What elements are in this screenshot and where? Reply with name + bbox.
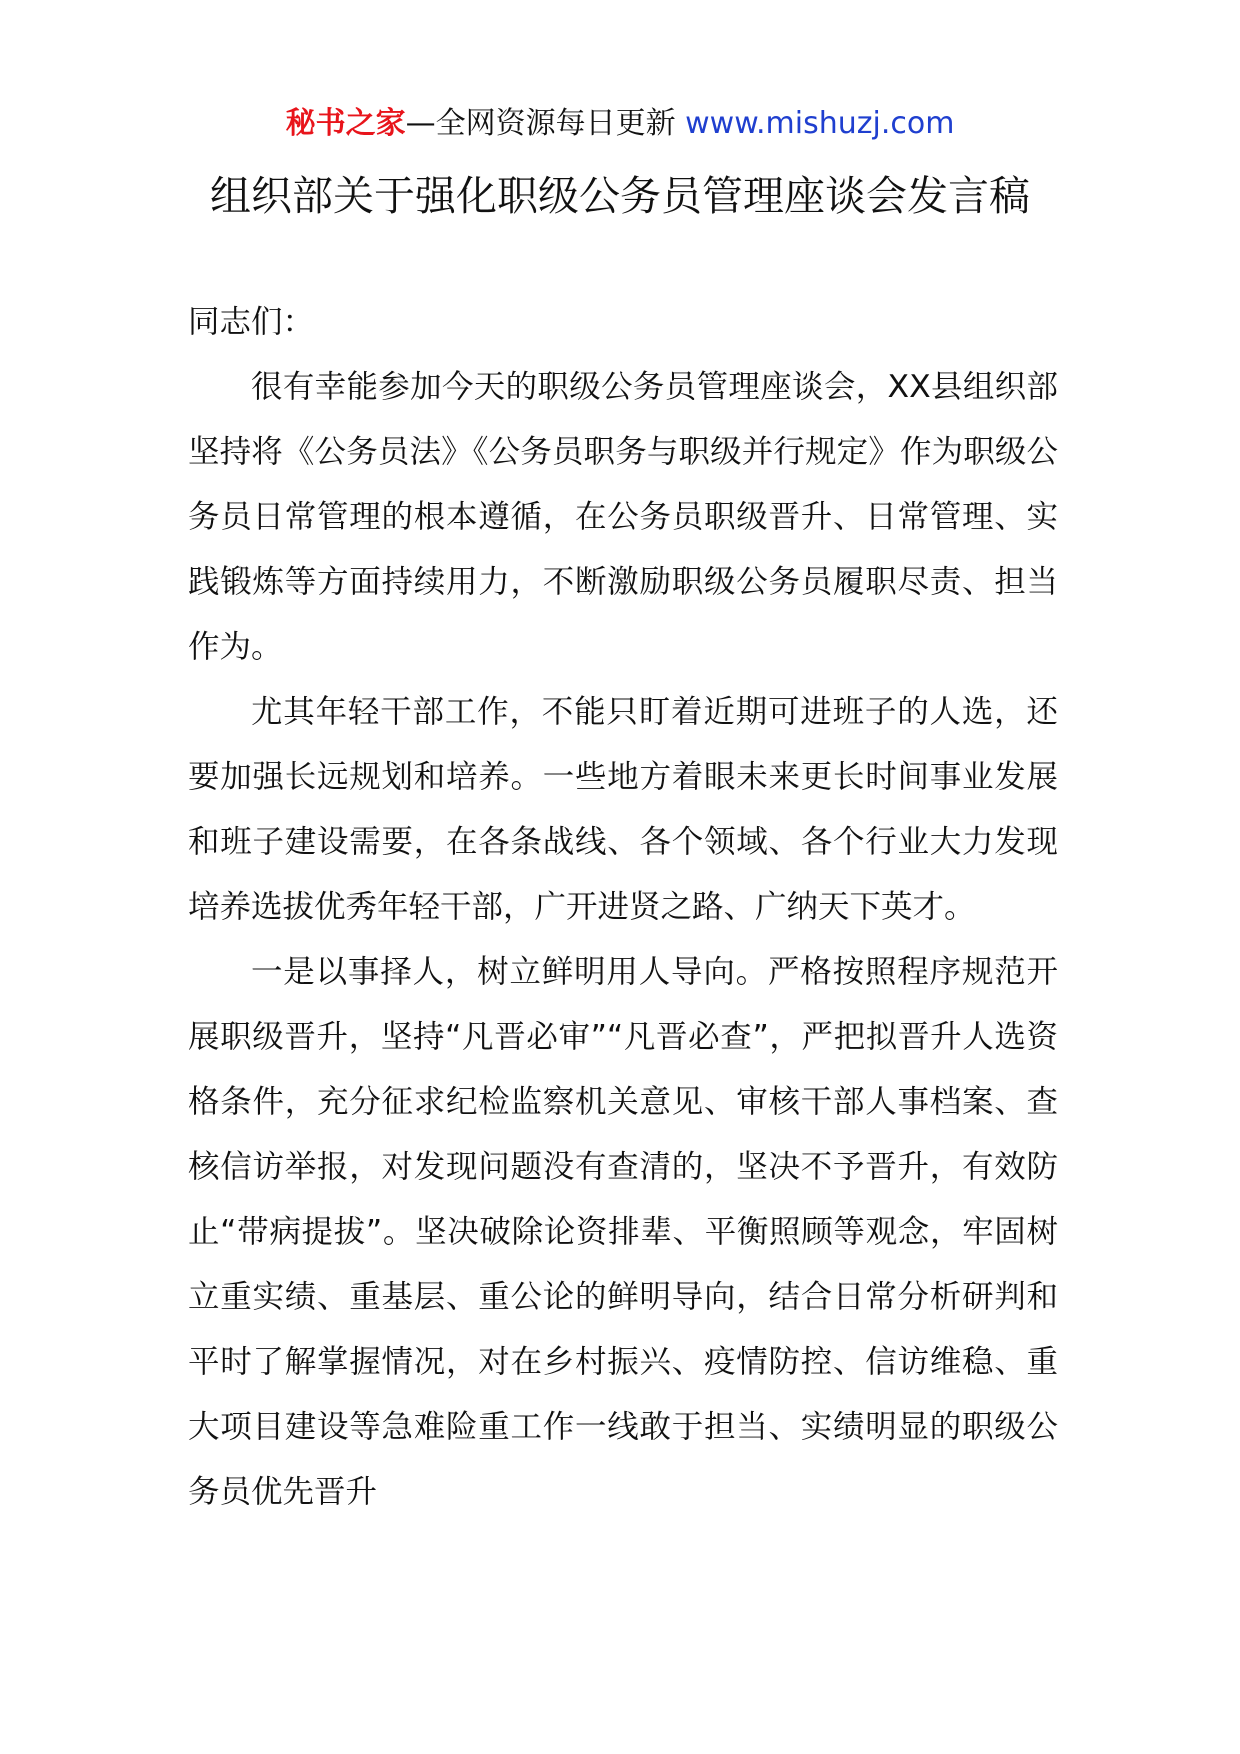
paragraph-3: 一是以事择人，树立鲜明用人导向。严格按照程序规范开展职级晋升，坚持“凡晋必审”“凡晋必查”，严把拟晋升人选资格条件，充分征求纪检监察机关意见、审核干部人事档案、查核信访举报，对发现问题没有查清的，坚决不予晋升，有效防止“带病提拔”。坚决破除论资排辈、平衡照顾等观念，牢固树立重实绩、重基层、重公论的鲜明导向，结合日常分析研判和平时了解掌握情况，对在乡村振兴、疫情防控、信访维稳、重大项目建设等急难险重工作一线敢于担当、实绩明显的职级公务员优先晋升 (188, 954, 1058, 1510)
salutation: 同志们： (188, 304, 315, 340)
paragraph-2: 尤其年轻干部工作，不能只盯着近期可进班子的人选，还要加强长远规划和培养。一些地方着眼未来更长时间事业发展和班子建设需要，在各条战线、各个领域、各个行业大力发现培养选拔优秀年轻干部，广开进贤之路、广纳天下英才。 (188, 694, 1058, 925)
site-header (0, 100, 1240, 148)
document-body (188, 290, 1058, 1525)
paragraph-1: 很有幸能参加今天的职级公务员管理座谈会，XX县组织部坚持将《公务员法》《公务员职务与职级并行规定》作为职级公务员日常管理的根本遵循，在公务员职级晋升、日常管理、实践锻炼等方面持续用力，不断激励职级公务员履职尽责、担当作为。 (188, 369, 1058, 665)
site-url-link[interactable]: www.mishuzj.com (685, 106, 955, 141)
document-title: 组织部关于强化职级公务员管理座谈会发言稿 (210, 172, 1030, 220)
brand-name: 秘书之家 (285, 106, 406, 141)
header-tagline: —全网资源每日更新 (405, 106, 676, 141)
